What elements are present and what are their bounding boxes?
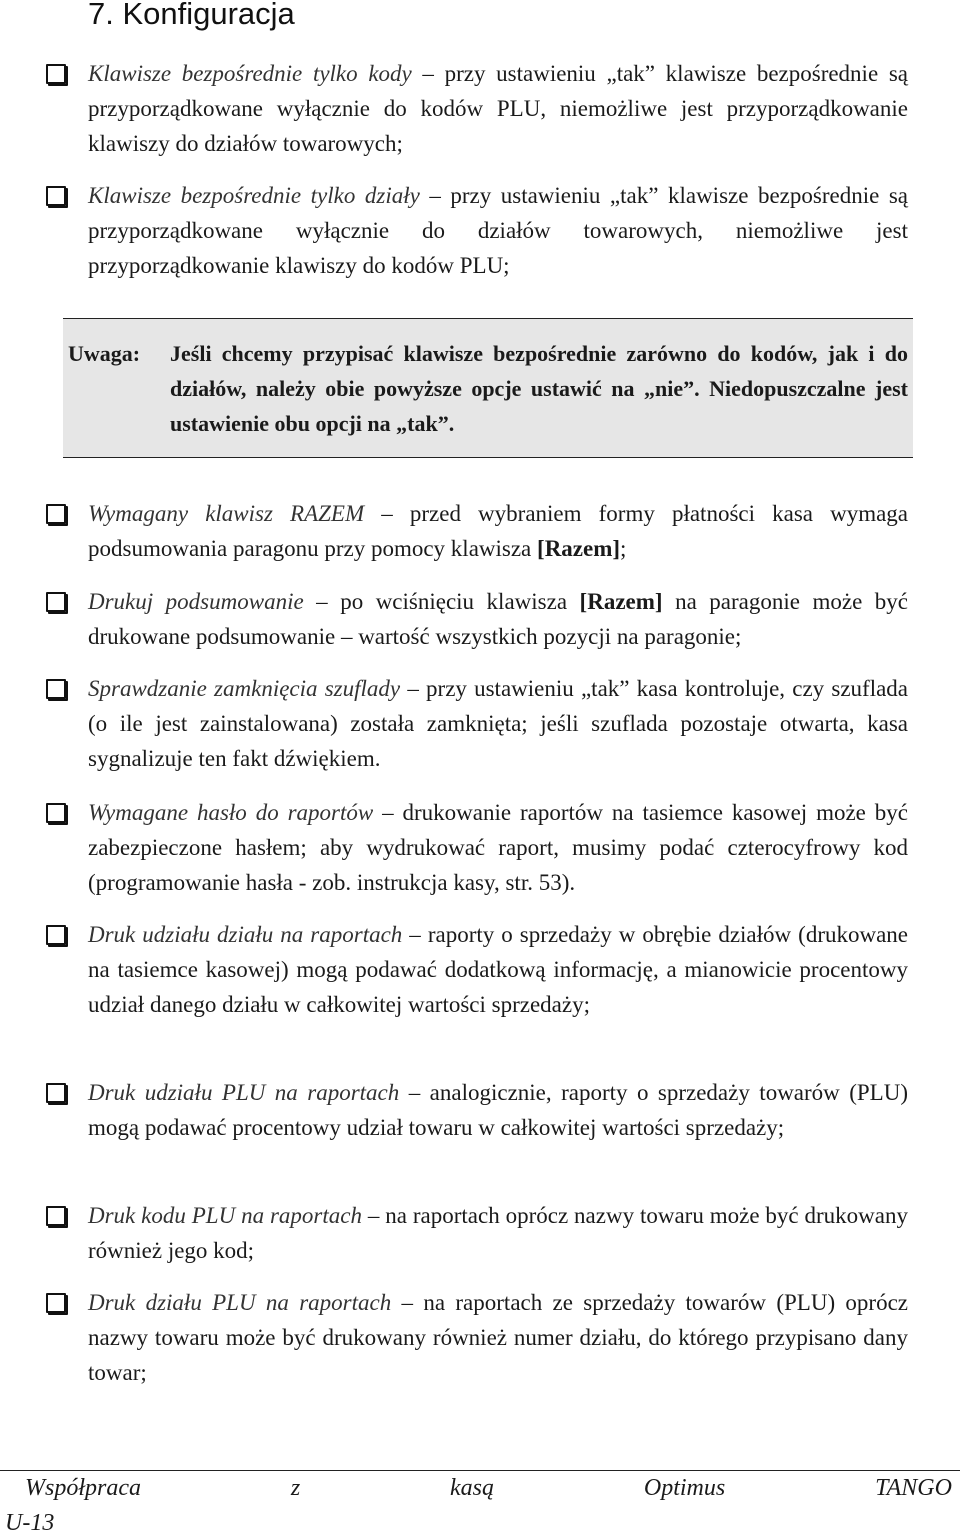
footer (25, 1475, 952, 1502)
page-heading: 7. Konfiguracja (88, 0, 295, 31)
option-desc: – drukowanie raportów na tasiemce kasowej może być zabezpieczone hasłem; aby wydrukować raport, musimy podać czterocyfrowy kod (programowanie hasła - zob. instrukcja kasy, str. 53). (88, 800, 908, 895)
option-item (88, 56, 908, 161)
note-text: Jeśli chcemy przypisać klawisze bezpośrednie zarówno do kodów, jak i do działów, należy obie powyższe opcje ustawić na „nie”. Niedopuszczalne jest ustawienie obu opcji na „tak”. (170, 341, 908, 436)
option-desc: – przy ustawieniu „tak” kasa kontroluje, czy szuflada (o ile jest zainstalowana) została zamknięta; jeśli szuflada pozostaje otwarta, kasa sygnalizuje ten fakt dźwiękiem. (88, 676, 909, 771)
checkbox-icon (46, 504, 66, 524)
option-key: [Razem] (537, 536, 621, 561)
option-item (88, 178, 908, 283)
footer-word: Optimus (643, 1475, 726, 1501)
option-name: Klawisze bezpośrednie tylko kody (88, 61, 412, 86)
page-number: U-13 (5, 1510, 55, 1536)
footer-rule (0, 1470, 960, 1471)
footer-word: z (290, 1475, 301, 1501)
checkbox-icon (46, 1293, 66, 1313)
option-desc: – przed wybraniem formy płatności kasa wymaga podsumowania paragonu przy pomocy klawisza (88, 501, 909, 561)
note (68, 336, 908, 441)
checkbox-icon (46, 803, 66, 823)
checkbox-icon (46, 679, 66, 699)
option-name: Wymagany klawisz RAZEM (88, 501, 365, 526)
option-item (88, 1198, 908, 1268)
footer-word: TANGO (875, 1475, 952, 1501)
option-desc: – przy ustawieniu „tak” klawisze bezpośrednie są przyporządkowane wyłącznie do kodów PLU, niemożliwe jest przyporządkowanie klawiszy do działów towarowych; (88, 61, 908, 156)
option-name: Klawisze bezpośrednie tylko działy (88, 183, 420, 208)
option-item (88, 917, 908, 1022)
checkbox-icon (46, 592, 66, 612)
option-item (88, 1285, 908, 1390)
option-name: Druk udziału działu na raportach (88, 922, 403, 947)
option-name: Wymagane hasło do raportów (88, 800, 374, 825)
checkbox-icon (46, 1206, 66, 1226)
option-desc-end: ; (620, 536, 627, 561)
option-desc: – na raportach ze sprzedaży towarów (PLU) oprócz nazwy towaru może być drukowany również numer działu, do którego przypisano dany towar; (88, 1290, 909, 1385)
option-name: Druk kodu PLU na raportach (88, 1203, 362, 1228)
option-key: [Razem] (579, 589, 663, 614)
option-desc: – analogicznie, raporty o sprzedaży towarów (PLU) mogą podawać procentowy udział towaru w całkowitej wartości sprzedaży; (88, 1080, 908, 1140)
option-name: Sprawdzanie zamknięcia szuflady (88, 676, 401, 701)
option-desc: – przy ustawieniu „tak” klawisze bezpośrednie są przyporządkowane wyłącznie do działów towarowych, niemożliwe jest przyporządkowanie klawiszy do kodów PLU; (88, 183, 908, 278)
footer-word: kasą (450, 1475, 495, 1501)
option-desc: – raporty o sprzedaży w obrębie działów (drukowane na tasiemce kasowej) mogą podawać dodatkową informację, a mianowicie procentowy udział danego działu w całkowitej wartości sprzedaży; (88, 922, 909, 1017)
option-item (88, 496, 908, 566)
option-item (88, 1075, 908, 1145)
option-item (88, 671, 908, 776)
checkbox-icon (46, 186, 66, 206)
checkbox-icon (46, 925, 66, 945)
checkbox-icon (46, 64, 66, 84)
note-label: Uwaga: (68, 341, 141, 366)
option-name: Druk działu PLU na raportach (88, 1290, 392, 1315)
option-desc: – na raportach oprócz nazwy towaru może być drukowany również jego kod; (88, 1203, 908, 1263)
option-name: Druk udziału PLU na raportach (88, 1080, 400, 1105)
checkbox-icon (46, 1083, 66, 1103)
option-item (88, 795, 908, 900)
option-desc: – po wciśnięciu klawisza (303, 589, 580, 614)
option-desc-end: na paragonie może być drukowane podsumowanie – wartość wszystkich pozycji na paragonie; (88, 589, 908, 649)
option-item (88, 584, 908, 654)
footer-word: Współpraca (25, 1475, 141, 1501)
option-name: Drukuj podsumowanie (88, 589, 304, 614)
